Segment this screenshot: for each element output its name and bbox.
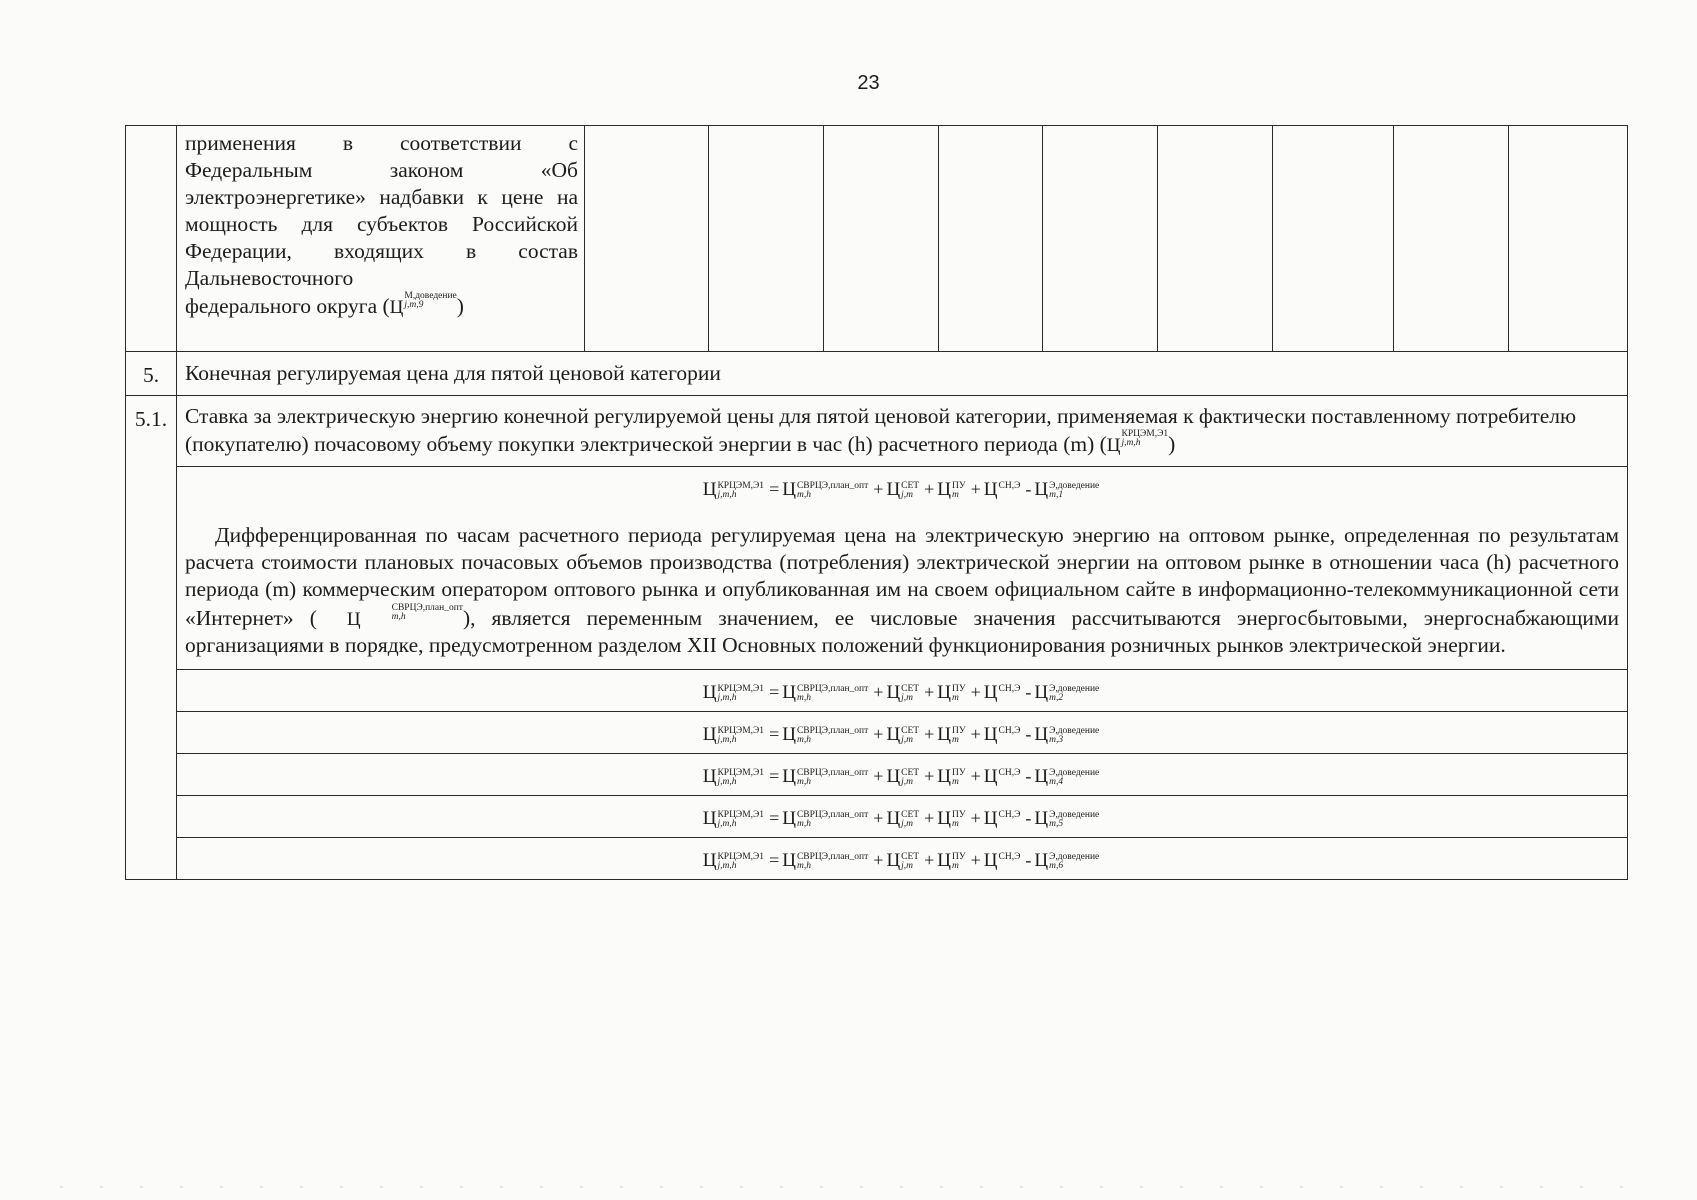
tariff-table <box>125 125 1628 880</box>
continuation-line: состав Дальневосточного <box>185 239 579 291</box>
continuation-row <box>126 126 1628 352</box>
plus-sign: + <box>970 765 981 786</box>
plus-sign: + <box>873 850 884 871</box>
formula-row-5 <box>126 795 1628 837</box>
price-formula <box>703 767 1102 787</box>
continuation-line: Российской Федерации, входящих в <box>185 212 579 264</box>
plus-sign: + <box>873 765 884 786</box>
formula-term: Ц Э,доведение m,5 <box>1034 807 1100 830</box>
continuation-line: Федеральным законом «Об <box>185 158 578 183</box>
continuation-number-cell <box>126 126 177 352</box>
plus-sign: + <box>970 807 981 828</box>
formula-term: Ц СВРЦЭ,план_опт m,h <box>782 723 869 745</box>
formula-with-explanation-cell <box>177 467 1628 669</box>
formula-term: Ц СН,Э <box>983 850 1021 872</box>
price-symbol: Ц КРЦЭМ,Э1 j,m,h <box>1106 429 1169 457</box>
plus-sign: + <box>924 681 935 702</box>
formula-term: Ц СЕТ j,m <box>886 765 920 787</box>
minus-sign: - <box>1025 723 1032 744</box>
equals-sign: = <box>769 765 780 786</box>
formula-lhs: Ц КРЦЭМ,Э1 j,m,h <box>702 765 765 787</box>
price-symbol: Ц М,доведение j,m,9 <box>389 291 457 319</box>
formula-term: Ц ПУ m <box>937 723 966 745</box>
plus-sign: + <box>873 479 884 500</box>
explanation-paragraph: Дифференцированная по часам расчетного периода регулируемая цена на электрическую энергию на оптовом рынке, определенная по результатам расчета стоимости плановых почасовых объемов производства (потребления) электрической энергии на оптовом рынке в отношении часа (h) расчетного периода (m) коммерческим оператором оптового рынка и опубликованная им на своем официальном сайте в информационно-телекоммуникационной сети «Интернет» ( Ц СВРЦЭ,план_опт m,h ), является переменным значением, ее числовые значения рассчитываются энергосбытовыми, энергоснабжающими организациями в порядке, предусмотренном разделом XII Основных положений функционирования розничных рынков электрической энергии. <box>185 523 1619 657</box>
equals-sign: = <box>769 681 780 702</box>
section-5-1-row <box>126 396 1628 467</box>
formula-slot-5 <box>177 838 1628 880</box>
price-formula <box>703 809 1102 829</box>
formula-lhs: Ц КРЦЭМ,Э1 j,m,h <box>702 723 765 745</box>
formula-term: Ц Э,доведение m,1 <box>1034 479 1100 501</box>
plus-sign: + <box>924 765 935 786</box>
price-symbol: Ц СВРЦЭ,план_опт m,h <box>346 602 463 630</box>
continuation-text-cell <box>177 126 585 352</box>
formula-term: Ц СЕТ j,m <box>886 807 920 830</box>
price-formula <box>703 480 1102 500</box>
formula-term: Ц СЕТ j,m <box>886 479 920 501</box>
formula-term: Ц СВРЦЭ,план_опт m,h <box>782 479 869 501</box>
formula-term: Ц ПУ m <box>937 681 966 703</box>
formula-lhs: Ц КРЦЭМ,Э1 j,m,h <box>702 479 765 501</box>
formula-slot-2 <box>177 711 1628 753</box>
plus-sign: + <box>924 850 935 871</box>
formula-term: Ц СВРЦЭ,план_опт m,h <box>782 765 869 787</box>
continuation-last-line: федерального округа (Ц М,доведение j,m,9 ) <box>185 291 464 319</box>
empty-cell <box>709 126 824 352</box>
section-number: 5. <box>126 352 177 396</box>
formula-term: Ц СН,Э <box>983 723 1021 745</box>
minus-sign: - <box>1025 479 1032 500</box>
formula-lhs: Ц КРЦЭМ,Э1 j,m,h <box>702 850 765 872</box>
equals-sign: = <box>769 723 780 744</box>
empty-cell <box>1509 126 1628 352</box>
formula-term: Ц СВРЦЭ,план_опт m,h <box>782 850 869 872</box>
page-number: 23 <box>857 72 880 94</box>
formula-term: Ц СВРЦЭ,план_опт m,h <box>782 681 869 703</box>
plus-sign: + <box>970 479 981 500</box>
formula-term: Ц СЕТ j,m <box>886 850 920 872</box>
empty-cell <box>585 126 709 352</box>
minus-sign: - <box>1025 807 1032 828</box>
formula-term: Ц ПУ m <box>937 850 966 872</box>
formula-term: Ц Э,доведение m,2 <box>1034 681 1100 703</box>
price-formula <box>703 851 1102 871</box>
plus-sign: + <box>970 681 981 702</box>
continuation-line: электроэнергетике» надбавки к цене <box>185 185 544 210</box>
continuation-line: применения в соответствии с <box>185 131 578 155</box>
formula-slot-0 <box>177 467 1627 508</box>
formula-term: Ц ПУ m <box>937 807 966 830</box>
minus-sign: - <box>1025 765 1032 786</box>
formula-term: Ц СН,Э <box>983 681 1021 703</box>
formula-row-1 <box>126 467 1628 669</box>
minus-sign: - <box>1025 850 1032 871</box>
empty-cell <box>1273 126 1394 352</box>
formula-lhs: Ц КРЦЭМ,Э1 j,m,h <box>702 681 765 703</box>
formula-term: Ц СН,Э <box>983 765 1021 787</box>
formula-slot-3 <box>177 753 1628 795</box>
plus-sign: + <box>970 850 981 871</box>
formula-slot-4 <box>177 795 1628 837</box>
formula-term: Ц ПУ m <box>937 765 966 787</box>
price-formula <box>703 683 1102 703</box>
plus-sign: + <box>924 723 935 744</box>
formula-term: Ц Э,доведение m,6 <box>1034 850 1100 872</box>
plus-sign: + <box>873 723 884 744</box>
formula-term: Ц СН,Э <box>983 479 1021 501</box>
plus-sign: + <box>873 681 884 702</box>
formula-row-3 <box>126 711 1628 753</box>
formula-term: Ц СВРЦЭ,план_опт m,h <box>782 807 869 830</box>
equals-sign: = <box>769 479 780 500</box>
section-heading: Конечная регулируемая цена для пятой ценовой категории <box>177 352 1628 396</box>
formula-row-6 <box>126 838 1628 880</box>
plus-sign: + <box>873 807 884 828</box>
formula-slot-1 <box>177 669 1628 711</box>
rate-description: Ставка за электрическую энергию конечной регулируемой цены для пятой ценовой категории, применяемая к фактически поставленному потребителю (покупателю) почасовому объему покупки электрической энергии в час (h) расчетного периода (m) (Ц КРЦЭМ,Э1 j,m,h ) <box>177 396 1628 467</box>
empty-cell <box>1394 126 1509 352</box>
price-formula <box>703 725 1102 745</box>
formula-lhs: Ц КРЦЭМ,Э1 j,m,h <box>702 807 765 830</box>
equals-sign: = <box>769 850 780 871</box>
section-number: 5.1. <box>126 396 177 880</box>
empty-cell <box>939 126 1043 352</box>
formula-term: Ц Э,доведение m,4 <box>1034 765 1100 787</box>
scan-noise <box>60 1186 1640 1188</box>
section-5-row <box>126 352 1628 396</box>
formula-row-2 <box>126 669 1628 711</box>
formula-term: Ц СЕТ j,m <box>886 723 920 745</box>
empty-cell <box>824 126 939 352</box>
empty-cell <box>1043 126 1158 352</box>
plus-sign: + <box>970 723 981 744</box>
formula-term: Ц СН,Э <box>983 807 1021 829</box>
empty-cell <box>1158 126 1273 352</box>
formula-term: Ц ПУ m <box>937 479 966 501</box>
formula-term: Ц Э,доведение m,3 <box>1034 723 1100 745</box>
equals-sign: = <box>769 807 780 828</box>
plus-sign: + <box>924 807 935 828</box>
formula-row-4 <box>126 753 1628 795</box>
plus-sign: + <box>924 479 935 500</box>
formula-term: Ц СЕТ j,m <box>886 681 920 703</box>
continuation-line: на мощность для субъектов <box>185 185 578 237</box>
minus-sign: - <box>1025 681 1032 702</box>
